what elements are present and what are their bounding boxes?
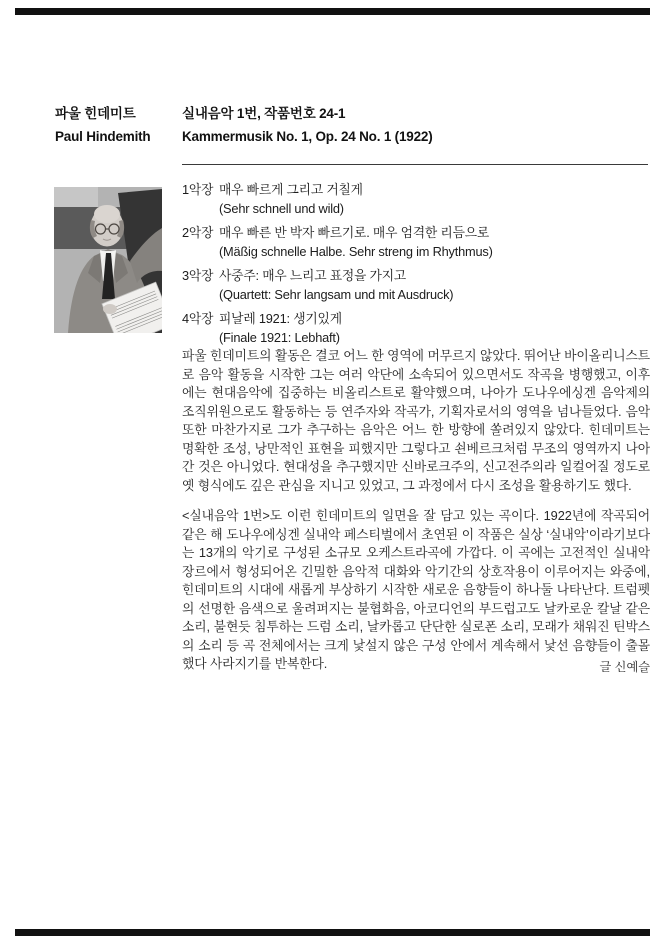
artist-name-block — [55, 102, 175, 148]
movement-item-4 — [182, 309, 650, 347]
movement-item-1 — [182, 180, 650, 218]
movement-tempo-korean: 매우 빠르게 그리고 거칠게 — [219, 182, 363, 197]
movement-text — [219, 180, 650, 218]
movement-tempo-german: (Mäßig schnelle Halbe. Sehr streng im Rhythmus) — [219, 244, 493, 259]
movement-number: 4악장 — [182, 311, 214, 326]
movement-item-3 — [182, 266, 650, 304]
note-paragraph-2: <실내음악 1번>도 이런 힌데미트의 일면을 잘 담고 있는 곡이다. 1922년에 작곡되어 같은 해 도나우에싱겐 실내악 페스티벌에서 초연된 이 작품은 실상 ‘실내악’이라기보다는 13개의 악기로 구성된 소규모 오케스트라곡에 가깝다. 이 곡에는 고전적인 실내악 장르에서 형성되어온 긴밀한 음악적 대화와 악기간의 상호작용이 이루어지는 와중에, 힌데미트의 시대에 새롭게 부상하기 시작한 새로운 음향들이 하나둘 나타난다. 트럼펫의 선명한 음색으로 울려퍼지는 불협화음, 아코디언의 부드럽고도 날카로운 칼날 같은 소리, 불현듯 침투하는 드럼 소리, 날카롭고 단단한 실로폰 소리, 모래가 채워진 틴박스의 소리 등 곡 전체에서는 크게 낯설지 않은 구성 안에서 계속해서 낯선 음향들이 출몰했다 사라지기를 반복한다. — [182, 508, 650, 671]
movement-text — [219, 309, 650, 347]
artist-name-korean: 파울 힌데미트 — [55, 106, 136, 121]
title-divider-rule — [182, 164, 648, 165]
top-rule-bar — [15, 8, 650, 15]
movement-text — [219, 266, 650, 304]
movement-tempo-german: (Quartett: Sehr langsam und mit Ausdruck) — [219, 287, 454, 302]
note-paragraph-1: 파울 힌데미트의 활동은 결코 어느 한 영역에 머무르지 않았다. 뛰어난 바이올리니스트로 음악 활동을 시작한 그는 여러 악단에 소속되어 있으면서도 작곡을 병행했고, 이후에는 현대음악에 집중하는 비올리스트로 활약했으며, 나아가 도나우에싱겐 음악제의 조직위원으로도 활동하는 등 연주자와 작곡가, 기획자로서의 영역을 넘나들었다. 음악 또한 마찬가지로 그가 추구하는 음악은 어느 한 방향에 쏠려있지 않았다. 힌데미트는 명확한 조성, 낭만적인 표현을 피했지만 그렇다고 쇤베르크처럼 무조의 영역까지 나아간 것은 아니었다. 현대성을 추구했지만 신바로크주의, 신고전주의라 일컬어질 정도로 옛 형식에도 깊은 관심을 지니고 있었고, 그 과정에서 다시 조성을 활용하기도 했다. — [182, 348, 650, 493]
artist-name-english: Paul Hindemith — [55, 129, 151, 144]
bottom-rule-bar — [15, 929, 650, 936]
movement-tempo-korean: 매우 빠른 반 박자 빠르기로. 매우 엄격한 리듬으로 — [219, 225, 490, 240]
work-title-english: Kammermusik No. 1, Op. 24 No. 1 (1922) — [182, 129, 433, 144]
author-credit: 글 신예슬 — [599, 660, 650, 674]
movement-item-2 — [182, 223, 650, 261]
hindemith-portrait-photo — [54, 187, 162, 333]
program-note-body — [182, 347, 650, 686]
movement-number: 2악장 — [182, 225, 214, 240]
movement-number: 3악장 — [182, 268, 214, 283]
movement-list — [182, 180, 650, 352]
work-title-korean: 실내음악 1번, 작품번호 24-1 — [182, 106, 346, 121]
work-title-block — [182, 102, 650, 148]
movement-number: 1악장 — [182, 182, 214, 197]
movement-tempo-korean: 사중주: 매우 느리고 표정을 가지고 — [219, 268, 407, 283]
portrait-illustration — [54, 187, 162, 333]
movement-tempo-german: (Sehr schnell und wild) — [219, 201, 344, 216]
movement-text — [219, 223, 650, 261]
movement-tempo-german: (Finale 1921: Lebhaft) — [219, 330, 340, 345]
movement-tempo-korean: 피날레 1921: 생기있게 — [219, 311, 342, 326]
